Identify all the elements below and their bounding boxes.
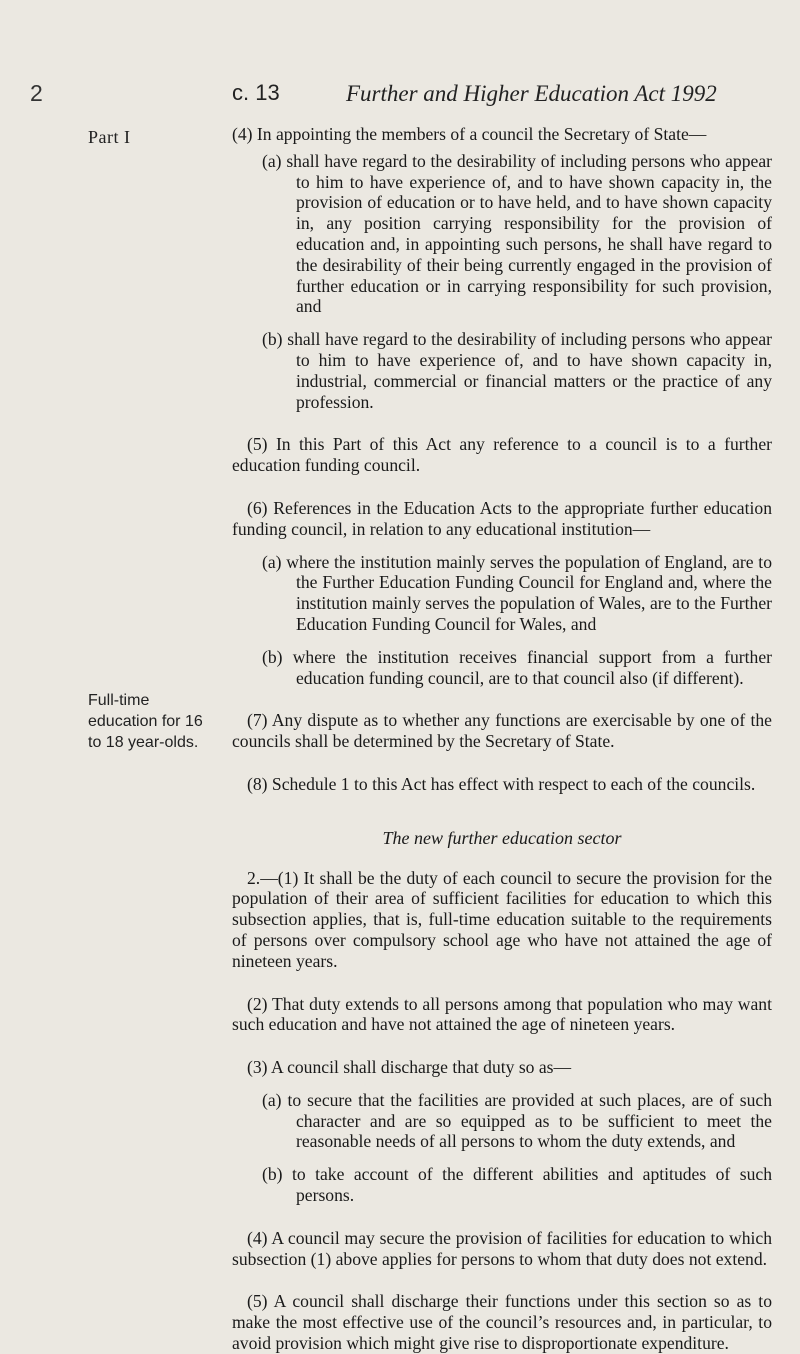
subsection-4-b: (b) shall have regard to the desirability of including persons who appear to him to have experience of, and to have shown capacity in, industrial, commercial or financial matters or the practice of any profession. xyxy=(262,329,772,412)
section-2-3-a: (a) to secure that the facilities are provided at such places, are of such character and are so equipped as to be sufficient to meet the reasonable needs of all persons to whom the duty extends, and xyxy=(262,1089,772,1152)
subsection-6-a: (a) where the institution mainly serves the population of England, are to the Further Education Funding Council for England and, where the institution mainly serves the population of Wales, are to the Further Education Funding Council for Wales, and xyxy=(262,551,772,634)
page-number: 2 xyxy=(30,80,43,106)
margin-part-label: Part I xyxy=(88,127,131,147)
body-text xyxy=(232,124,772,1354)
subsection-6-b: (b) where the institution receives financial support from a further education funding council, are to that council also (if different). xyxy=(262,646,772,688)
chapter-reference: c. 13 xyxy=(232,80,280,105)
section-heading: The new further education sector xyxy=(382,827,622,848)
subsection-6: (6) References in the Education Acts to the appropriate further education funding council, in relation to any educational institution— xyxy=(232,497,772,539)
subsection-4-a: (a) shall have regard to the desirability of including persons who appear to him to have experience of, and to have shown capacity in, the provision of education or to have held, and to have shown capacity in, any position carrying responsibility for the provision of education and, in appointing such persons, he shall have regard to the desirability of their being currently engaged in the provision of further education or in carrying responsibility for such provision, and xyxy=(262,150,772,317)
section-2-3: (3) A council shall discharge that duty so as— xyxy=(247,1057,572,1078)
section-2-1: 2.—(1) It shall be the duty of each council to secure the provision for the population of their area of sufficient facilities for education to which this subsection applies, that is, full-time education suitable to the requirements of persons over compulsory school age who have not attained the age of nineteen years. xyxy=(232,867,772,971)
subsection-4: (4) In appointing the members of a council the Secretary of State— xyxy=(232,124,707,144)
section-2-5: (5) A council shall discharge their functions under this section so as to make the most effective use of the council’s resources and, in particular, to avoid provision which might give rise to disproportionate expenditure. xyxy=(232,1291,772,1354)
subsection-5: (5) In this Part of this Act any reference to a council is to a further education funding council. xyxy=(232,434,772,476)
subsection-8: (8) Schedule 1 to this Act has effect with respect to each of the councils. xyxy=(247,773,756,794)
section-2-3-b: (b) to take account of the different abilities and aptitudes of such persons. xyxy=(262,1164,772,1206)
section-2-2: (2) That duty extends to all persons among that population who may want such education and have not attained the age of nineteen years. xyxy=(232,993,772,1035)
section-2-4: (4) A council may secure the provision of facilities for education to which subsection (1) above applies for persons to whom that duty does not extend. xyxy=(232,1227,772,1269)
margin-note: Full-time education for 16 to 18 year-olds. xyxy=(88,692,203,751)
subsection-7: (7) Any dispute as to whether any functions are exercisable by one of the councils shall be determined by the Secretary of State. xyxy=(232,710,772,752)
running-title: Further and Higher Education Act 1992 xyxy=(346,81,717,106)
